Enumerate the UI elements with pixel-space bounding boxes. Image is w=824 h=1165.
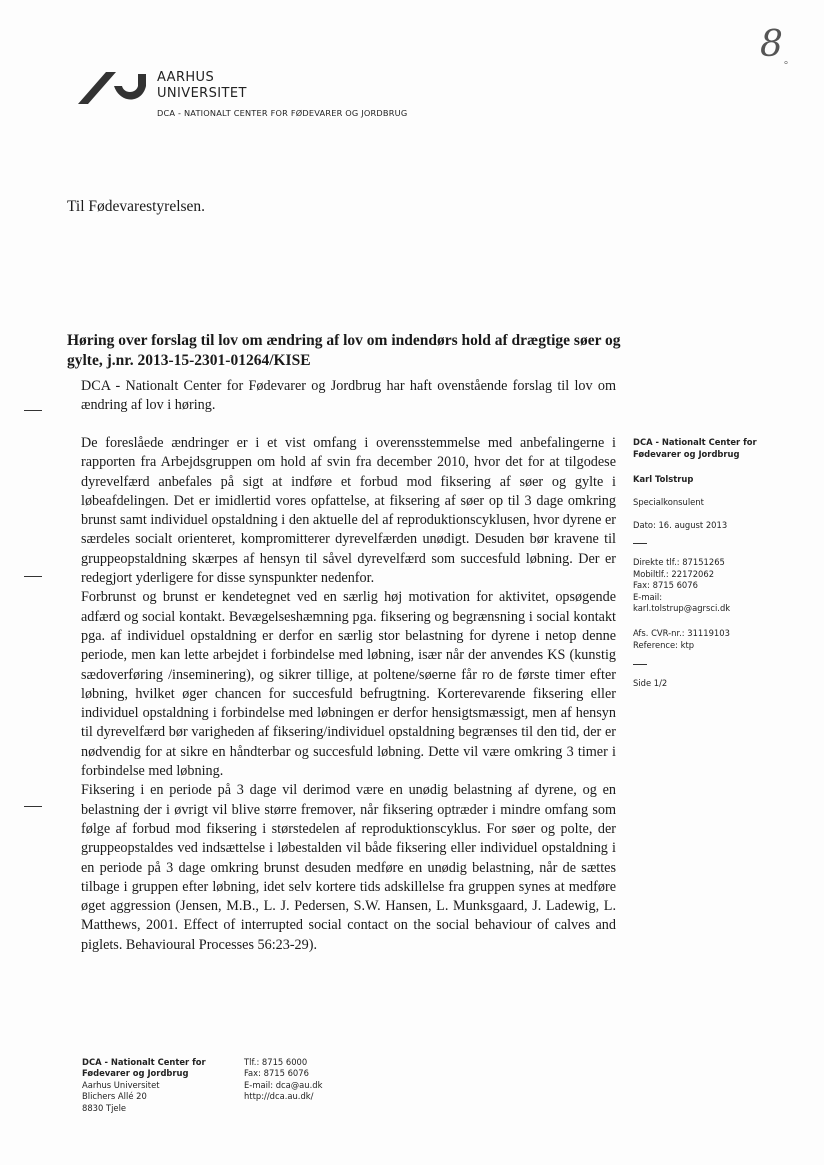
sidebar-cvr: Afs. CVR-nr.: 31119103 [633, 628, 730, 638]
sidebar-org [633, 437, 783, 460]
margin-mark [24, 806, 42, 807]
sidebar-email-label: E-mail: [633, 591, 663, 602]
university-name-line2: UNIVERSITET [157, 86, 247, 101]
footer-org-line1: DCA - Nationalt Center for [82, 1057, 206, 1067]
footer-fax: Fax: 8715 6076 [244, 1068, 309, 1079]
sidebar-org-line1: DCA - Nationalt Center for [633, 437, 757, 447]
handwritten-page-mark: ° [784, 60, 788, 71]
margin-mark [24, 576, 42, 577]
footer-phone: Tlf.: 8715 6000 [244, 1057, 308, 1067]
paragraph-2: Forbrunst og brunst er kendetegnet ved en særlig høj motivation for aktivitet, opsøgende adfærd og social kontakt. Bevægelseshæmning pga. fiksering og begrænsning i social kontakt pga. af individuel opstaldning er derfor en særlig stor belastning for dyrene i netop denne periode, men kan lette arbejdet i forbindelse med løbning, især når der anvendes KS (kunstig sædoverføring /inseminering), og sikrer tillige, at poltene/søerne får ro de første timer efter løbning, hvilket øger chancen for succesfuld befrugtning. Korterevarende fiksering eller individuel opstaldning i forbindelse med løbningen er derfor hensigtsmæssigt, men af hensyn til dyrevelfærd bør varigheden af fiksering/individuel opstaldning begrænses til den tid, der er nødvendig for at sikre en håndterbar og succesfuld løbning. Dette vil være omkring 3 timer i forbindelse med løbning. [81, 589, 616, 780]
footer-university: Aarhus Universitet [82, 1079, 160, 1090]
intro-paragraph: DCA - Nationalt Center for Fødevarer og Jordbrug har haft ovenstående forslag til lov om ændring af lov i høring. [81, 378, 616, 414]
footer-street: Blichers Allé 20 [82, 1091, 147, 1102]
sidebar-mobile: Mobiltlf.: 22172062 [633, 568, 715, 579]
aarhus-university-logo-icon [76, 66, 152, 106]
sidebar-cvr-block [633, 628, 783, 651]
sidebar-fax: Fax: 8715 6076 [633, 580, 698, 591]
sidebar-date: Dato: 16. august 2013 [633, 520, 728, 530]
salutation: Til Fødevarestyrelsen. [67, 198, 206, 215]
handwritten-page-number: 8 [760, 24, 783, 65]
footer-contact [244, 1057, 322, 1103]
sidebar-divider [633, 543, 647, 544]
document-title: Høring over forslag til lov om ændring af lov om indendørs hold af drægtige søer og gylte, j.nr. 2013-15-2301-01264/KISE [67, 332, 621, 369]
footer-address [82, 1057, 206, 1114]
sidebar-name: Karl Tolstrup [633, 474, 694, 484]
sidebar-reference: Reference: ktp [633, 639, 695, 650]
footer-web[interactable]: http://dca.au.dk/ [244, 1091, 314, 1102]
paragraph-1: De foreslåede ændringer er i et vist omfang i overensstemmelse med anbefalingerne i rapporten fra Arbejdsgruppen om hold af svin fra december 2010, hvor det for at tilgodese dyrevelfærd anbefales på sigt at indføre et forbud mod fiksering af søer og gylte i løbeafdelingen. Det er imidlertid vores opfattelse, at fiksering af søer op til 3 dage omkring brunst samt individuel opstaldning i den aktuelle del af reproduktionscyklusen, hvor dyrene er særdeles socialt orienteret, kompromitterer dyrevelfærden unødigt. Desuden bør kravene til gruppeopstaldning skærpes af hensyn til såvel dyrevelfærd som succesfuld løbning. Der er redegjort yderligere for disse synspunkter nedenfor. [81, 435, 616, 587]
sidebar-divider [633, 664, 647, 665]
body-text [81, 434, 616, 955]
sidebar-contact [633, 557, 783, 615]
university-name-line1: AARHUS [157, 70, 215, 85]
footer-email[interactable]: E-mail: dca@au.dk [244, 1079, 323, 1090]
sidebar-org-line2: Fødevarer og Jordbrug [633, 448, 740, 459]
paragraph-3: Fiksering i en periode på 3 dage vil derimod være en unødig belastning af dyrene, og en belastning der i øvrigt vil blive større fremover, når fiksering optræder i mindre omfang som følge af forbud mod fiksering i størstedelen af reproduktionscyklus. For søer og polte, der gruppeopstaldes ved indsættelse i løbestalden vil både fiksering eller individuel opstaldning i en periode på 3 dage omkring brunst desuden medføre en unødig belastning, når de sættes tilbage i gruppen efter løbning, idet selv kortere tids adskillelse fra gruppen synes at medføre øget aggression (Jensen, M.B., L. J. Pedersen, S.W. Hansen, L. Munksgaard, J. Ladewig, L. Matthews, 2001. Effect of interrupted social contact on the social behaviour of calves and piglets. Behavioural Processes 56:23-29). [81, 782, 616, 953]
sidebar-role: Specialkonsulent [633, 497, 704, 507]
footer-city: 8830 Tjele [82, 1102, 127, 1113]
margin-mark [24, 410, 42, 411]
sidebar-email[interactable]: karl.tolstrup@agrsci.dk [633, 603, 731, 614]
footer-org-line2: Fødevarer og Jordbrug [82, 1068, 189, 1079]
sidebar-page: Side 1/2 [633, 678, 668, 688]
sidebar-direct-phone: Direkte tlf.: 87151265 [633, 557, 725, 567]
header-subtitle: DCA - NATIONALT CENTER FOR FØDEVARER OG JORDBRUG [157, 108, 408, 118]
